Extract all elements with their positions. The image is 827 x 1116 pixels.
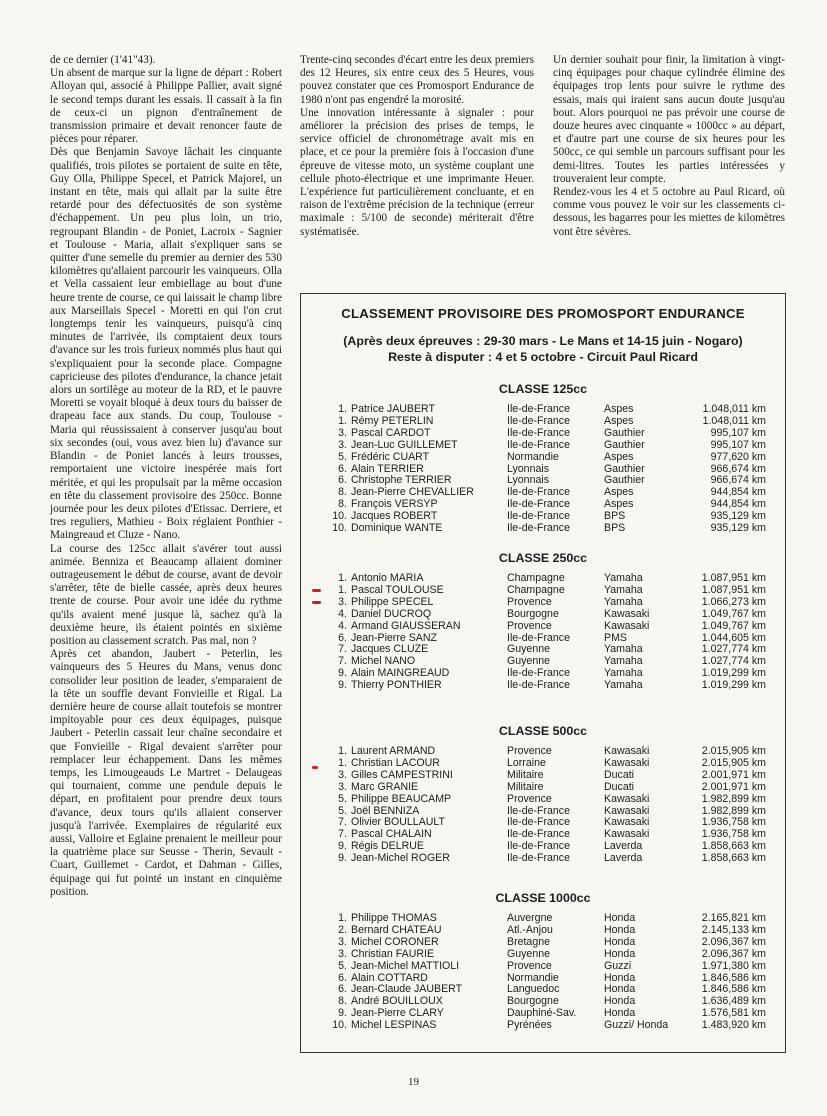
rank-cell: 10.	[332, 510, 347, 523]
region-cell: Ile-de-France	[507, 414, 570, 427]
distance-cell: 1.049,767 km	[701, 619, 766, 632]
region-cell: Provence	[507, 745, 552, 757]
distance-cell: 2.096,367 km	[701, 947, 766, 960]
make-cell: Honda	[604, 995, 636, 1008]
make-cell: Honda	[604, 971, 636, 984]
make-cell: Kawasaki	[604, 756, 650, 769]
region-cell: Ile-de-France	[507, 852, 570, 865]
make-cell: Honda	[604, 912, 636, 924]
rider-name: Dominique WANTE	[351, 522, 443, 535]
rank-cell: 6.	[338, 983, 347, 996]
rider-name: Bernard CHATEAU	[351, 923, 442, 936]
distance-cell: 966,674 km	[710, 474, 766, 487]
make-cell: Honda	[604, 923, 636, 936]
table-row	[325, 523, 766, 535]
rider-name: Philippe THOMAS	[351, 912, 437, 924]
rank-cell: 4.	[338, 619, 347, 632]
distance-cell: 1.576,581 km	[701, 1007, 766, 1020]
rank-cell: 3.	[338, 595, 347, 608]
region-cell: Champagne	[507, 583, 565, 596]
distance-cell: 935,129 km	[710, 510, 766, 523]
make-cell: Ducati	[604, 768, 635, 781]
region-cell: Lyonnais	[507, 474, 550, 487]
article-paragraph: Une innovation intéressante à signaler : pour améliorer la précision des prises de temps, le service officiel de chronométrage avait mis en place, et ce pour la première fois à l'occasion d'une épreuve de vitesse moto, un système couplant une cellule photo-électrique et une imprimante Heuer. L'expérience fut particulièrement concluante, et en raison de l'extrême précision de la technique (erreur maximale : 5/100 de seconde) mériterait d'être systématisée.	[300, 106, 534, 238]
distance-cell: 2.001,971 km	[701, 768, 766, 781]
region-cell: Provence	[507, 619, 552, 632]
region-cell: Ile-de-France	[507, 828, 570, 841]
distance-cell: 1.858,663 km	[701, 852, 766, 865]
article-paragraph: Dès que Benjamin Savoye lâchait les cinquante qualifiés, trois pilotes se portaient de suite en tête, Guy Olla, Philippe Specel, et Patrick Majorel, un instant en tête, mais qui allait par la suite être retardé pour des défectuosités de son système d'échappement. Un peu plus loin, un trio, regroupant Blandin - de Poniet, Lacroix - Sagnier et Toulouse - Maria, allait s'expliquer sans se quitter d'une semelle du premier au dernier des 530 kilomètres qu'allaient parcourir les vainqueurs. Olla et Vella cassaient leur embiellage au bout d'une heure trente de course, ce qui laissait le champ libre aux Marseillais Specel - Moretti en qui l'on crut longtemps tenir les vainqueurs, puisqu'à cinq minutes de l'arrivée, ils comptaient deux tours d'avance sur les trois furieux nommés plus haut qui s'expliquaient pour la seconde place. Compagne capricieuse des pilotes d'endurance, la chance jetait alors un sortilège au moteur de la RD, et le pauvre Moretti se voyait bloqué à deux tours du baisser de drapeau face aux stands. Du coup, Toulouse - Maria qui réussissaient à conserver jusqu'au bout six secondes (oui, vous avez bien lu) d'avance sur Blandin - de Poniet lancés à leurs trousses, remportaient une victoire inespérée mais fort méritée, et qui les propulsait par la même occasion en tête du classement provisoire des 250cc. Bonne journée pour les deux pilotes d'Etissac. Derriere, et tres reguliers, Mathieu - Boix réglaient Ponthier - Maingreaud et Cluze - Nano.	[50, 146, 282, 542]
region-cell: Ile-de-France	[507, 438, 570, 451]
rank-cell: 1.	[338, 583, 347, 596]
distance-cell: 1.936,758 km	[701, 828, 766, 841]
rank-cell: 9.	[338, 840, 347, 853]
make-cell: Kawasaki	[604, 816, 650, 829]
make-cell: Honda	[604, 947, 636, 960]
distance-cell: 995,107 km	[710, 426, 766, 439]
table-row	[325, 782, 766, 794]
region-cell: Auvergne	[507, 912, 553, 924]
distance-cell: 1.636,489 km	[701, 995, 766, 1008]
distance-cell: 1.982,899 km	[701, 792, 766, 805]
table-row	[325, 1020, 766, 1032]
make-cell: Yamaha	[604, 583, 643, 596]
rank-cell: 9.	[338, 1007, 347, 1020]
region-cell: Ile-de-France	[507, 510, 570, 523]
distance-cell: 1.483,920 km	[701, 1019, 766, 1032]
region-cell: Ile-de-France	[507, 667, 570, 680]
rank-cell: 8.	[338, 995, 347, 1008]
class-table	[325, 573, 766, 692]
rider-name: Jean-Luc GUILLEMET	[351, 438, 458, 451]
rank-cell: 10.	[332, 522, 347, 535]
rank-cell: 5.	[338, 959, 347, 972]
region-cell: Normandie	[507, 971, 559, 984]
rider-name: Armand GIAUSSERAN	[351, 619, 461, 632]
region-cell: Ile-de-France	[507, 426, 570, 439]
table-row	[325, 961, 766, 973]
rider-name: Philippe BEAUCAMP	[351, 792, 452, 805]
distance-cell: 995,107 km	[710, 438, 766, 451]
article-column-3	[553, 54, 785, 239]
region-cell: Ile-de-France	[507, 498, 570, 511]
rider-name: Rémy PETERLIN	[351, 414, 434, 427]
rider-name: Jean-Michel ROGER	[351, 852, 450, 865]
table-row	[325, 770, 766, 782]
rank-cell: 7.	[338, 816, 347, 829]
rider-name: Alain TERRIER	[351, 462, 424, 475]
region-cell: Provence	[507, 792, 552, 805]
article-paragraph: Après cet abandon, Jaubert - Peterlin, les vainqueurs des 5 Heures du Mans, venus donc consolider leur position de leader, s'emparaient de la tête un souffle devant Fonvieille et Rigal. La dernière heure de course allait toutefois se montrer impitoyable pour ces deux équipages, puisque Jaubert - Peterlin cassait leur chaîne secondaire et que Fonvieille - Rigal devaient s'arrêter pour remplacer leur échappement. Dans les mêmes temps, les Limougeauds Le Martret - Delaugeas qui tournaient, comme une pendule depuis le départ, en profitaient pour prendre deux tours d'avance, deux tours qu'ils allaient conserver jusqu'à l'arrivée. Exemplaires de régularité eux aussi, Valloire et Eglaine prenaient le meilleur pour la quatrième place sur Seusse - Therin, Sevault - Cuart, Guillemet - Cardot, et Dahman - Gilles, équipage qui fut pointé un instant en cinquième position.	[50, 648, 282, 898]
distance-cell: 1.027,774 km	[701, 655, 766, 668]
annotation-mark	[312, 589, 321, 592]
distance-cell: 2.001,971 km	[701, 780, 766, 793]
distance-cell: 2.015,905 km	[701, 756, 766, 769]
region-cell: Ile-de-France	[507, 816, 570, 829]
table-row	[325, 794, 766, 806]
distance-cell: 2.015,905 km	[701, 745, 766, 757]
rider-name: Daniel DUCROQ	[351, 607, 432, 620]
rider-name: Michel CORONER	[351, 935, 439, 948]
distance-cell: 1.048,011 km	[702, 403, 766, 415]
distance-cell: 966,674 km	[710, 462, 766, 475]
article-paragraph: de ce dernier (1'41"43).	[50, 54, 156, 66]
rank-cell: 3.	[338, 438, 347, 451]
region-cell: Guyenne	[507, 655, 550, 668]
rider-name: Jean-Michel MATTIOLI	[351, 959, 460, 972]
region-cell: Militaire	[507, 780, 544, 793]
region-cell: Ile-de-France	[507, 631, 570, 644]
region-cell: Bourgogne	[507, 995, 559, 1008]
rank-cell: 7.	[338, 655, 347, 668]
class-table	[325, 404, 766, 535]
make-cell: PMS	[604, 631, 627, 644]
region-cell: Lyonnais	[507, 462, 550, 475]
region-cell: Guyenne	[507, 643, 550, 656]
table-row	[325, 680, 766, 692]
distance-cell: 2.165,821 km	[701, 912, 766, 924]
make-cell: Gauthier	[604, 426, 645, 439]
make-cell: Guzzi	[604, 959, 632, 972]
make-cell: Yamaha	[604, 643, 643, 656]
standings-box	[300, 293, 786, 1053]
rider-name: Jean-Pierre SANZ	[351, 631, 437, 644]
table-row	[325, 428, 766, 440]
make-cell: Honda	[604, 1007, 636, 1020]
rank-cell: 3.	[338, 768, 347, 781]
table-row	[325, 937, 766, 949]
rank-cell: 10.	[332, 1019, 347, 1032]
article-paragraph: Trente-cinq secondes d'écart entre les deux premiers des 12 Heures, six entre ceux des 5 Heures, vous pouvez constater que ces Promosport Endurance de 1980 n'ont pas engendré la morosité.	[300, 54, 534, 106]
region-cell: Ile-de-France	[507, 679, 570, 692]
standings-subtitle-2: Reste à disputer : 4 et 5 octobre - Circuit Paul Ricard	[388, 350, 698, 364]
distance-cell: 1.087,951 km	[701, 572, 766, 584]
make-cell: Aspes	[604, 450, 634, 463]
distance-cell: 1.049,767 km	[701, 607, 766, 620]
rider-name: Jean-Pierre CHEVALLIER	[351, 486, 474, 499]
region-cell: Pyrénées	[507, 1019, 552, 1032]
article-paragraph: Rendez-vous les 4 et 5 octobre au Paul Ricard, où comme vous pouvez le voir sur les classements ci-dessous, les bagarres pour les miettes de kilomètres vont être sévères.	[553, 186, 785, 238]
class-heading: CLASSE 1000cc	[495, 891, 591, 905]
rider-name: Patrice JAUBERT	[351, 403, 435, 415]
distance-cell: 1.858,663 km	[701, 840, 766, 853]
make-cell: Aspes	[604, 486, 634, 499]
class-heading: CLASSE 125cc	[498, 382, 588, 396]
region-cell: Ile-de-France	[507, 840, 570, 853]
page-number: 19	[408, 1076, 419, 1088]
rider-name: Pascal TOULOUSE	[351, 583, 444, 596]
rank-cell: 5.	[338, 804, 347, 817]
rider-name: Alain MAINGREAUD	[351, 667, 450, 680]
rider-name: Régis DELRUE	[351, 840, 425, 853]
rank-cell: 6.	[338, 971, 347, 984]
region-cell: Dauphiné-Sav.	[507, 1007, 577, 1020]
region-cell: Atl.-Anjou	[507, 923, 553, 936]
make-cell: Gauthier	[604, 438, 645, 451]
make-cell: Ducati	[604, 780, 635, 793]
rank-cell: 5.	[338, 450, 347, 463]
make-cell: Yamaha	[604, 667, 643, 680]
region-cell: Bretagne	[507, 935, 550, 948]
distance-cell: 1.982,899 km	[701, 804, 766, 817]
rider-name: Christophe TERRIER	[351, 474, 452, 487]
article-paragraph: La course des 125cc allait s'avérer tout aussi animée. Benniza et Beaucamp allaient dominer outrageusement le début de course, avant de devoir s'arrêter, tête de bielle cassée, après deux heures trente de course. Pour avoir une idée du rythme qu'ils avaient mené jusque là, sachez qu'à la deuxième heure, ils étaient pointés en sixième position au classement scratch. Pas mal, non ?	[50, 542, 282, 647]
article-column-1	[50, 54, 282, 899]
standings-subtitle-1: (Après deux épreuves : 29-30 mars - Le Mans et 14-15 juin - Nogaro)	[343, 334, 743, 348]
rider-name: Pascal CARDOT	[351, 426, 431, 439]
make-cell: BPS	[604, 510, 626, 523]
distance-cell: 1.044,605 km	[701, 631, 766, 644]
rider-name: Christian FAURIE	[351, 947, 435, 960]
rank-cell: 1.	[338, 912, 347, 924]
class-table	[325, 746, 766, 865]
distance-cell: 977,620 km	[710, 450, 766, 463]
rider-name: Marc GRANIE	[351, 780, 419, 793]
annotation-mark	[312, 766, 318, 769]
make-cell: Yamaha	[604, 572, 643, 584]
make-cell: Laverda	[604, 840, 643, 853]
table-row	[325, 452, 766, 464]
rider-name: Alain COTTARD	[351, 971, 428, 984]
rank-cell: 3.	[338, 935, 347, 948]
rank-cell: 1.	[338, 572, 347, 584]
make-cell: Gauthier	[604, 462, 645, 475]
table-row	[325, 597, 766, 609]
table-row	[325, 853, 766, 865]
table-row	[325, 621, 766, 633]
make-cell: Kawasaki	[604, 619, 650, 632]
make-cell: Kawasaki	[604, 607, 650, 620]
annotation-mark	[312, 601, 321, 604]
distance-cell: 1.048,011 km	[702, 414, 766, 427]
region-cell: Guyenne	[507, 947, 550, 960]
distance-cell: 944,854 km	[710, 486, 766, 499]
make-cell: Guzzi/ Honda	[604, 1019, 669, 1032]
rider-name: Thierry PONTHIER	[351, 679, 442, 692]
distance-cell: 1.019,299 km	[701, 679, 766, 692]
rank-cell: 9.	[338, 852, 347, 865]
table-row	[325, 949, 766, 961]
rider-name: Jacques CLUZE	[351, 643, 429, 656]
article-paragraph: Un dernier souhait pour finir, la limitation à vingt-cinq équipages pour chaque cylindrée élimine des équipages trop lents pour suivre le rythme des essais, mais qui iraient sans aucun doute jusqu'au bout. Alors pourquoi ne pas prévoir une course de douze heures avec cinquante « 1000cc » au départ, et d'autre part une course de six heures pour les 500cc, ce qui semble un parcours suffisant pour les demi-litres. Toutes les parties intéressées y trouveraient leur compte.	[553, 54, 785, 185]
make-cell: Kawasaki	[604, 745, 650, 757]
make-cell: Yamaha	[604, 595, 643, 608]
table-row	[325, 440, 766, 452]
region-cell: Bourgogne	[507, 607, 559, 620]
region-cell: Champagne	[507, 572, 565, 584]
class-table	[325, 913, 766, 1032]
rider-name: André BOUILLOUX	[351, 995, 443, 1008]
rank-cell: 3.	[338, 947, 347, 960]
rank-cell: 8.	[338, 486, 347, 499]
rank-cell: 6.	[338, 474, 347, 487]
region-cell: Provence	[507, 959, 552, 972]
region-cell: Provence	[507, 595, 552, 608]
rank-cell: 9.	[338, 667, 347, 680]
class-heading: CLASSE 500cc	[498, 724, 588, 738]
article-column-2	[300, 54, 534, 239]
distance-cell: 1.027,774 km	[701, 643, 766, 656]
make-cell: Aspes	[604, 498, 634, 511]
make-cell: Kawasaki	[604, 828, 650, 841]
rider-name: Frédéric CUART	[351, 450, 430, 463]
make-cell: Gauthier	[604, 474, 645, 487]
distance-cell: 1.846,586 km	[701, 971, 766, 984]
rank-cell: 1.	[338, 403, 347, 415]
rider-name: Michel NANO	[351, 655, 416, 668]
rider-name: Jean-Pierre CLARY	[351, 1007, 444, 1020]
distance-cell: 1.936,758 km	[701, 816, 766, 829]
standings-title: CLASSEMENT PROVISOIRE DES PROMOSPORT ENDURANCE	[341, 306, 745, 321]
make-cell: Kawasaki	[604, 792, 650, 805]
rank-cell: 1.	[338, 745, 347, 757]
distance-cell: 2.145,133 km	[701, 923, 766, 936]
rank-cell: 7.	[338, 643, 347, 656]
distance-cell: 2.096,367 km	[701, 935, 766, 948]
make-cell: BPS	[604, 522, 626, 535]
article-paragraph: Un absent de marque sur la ligne de départ : Robert Alloyan qui, associé à Philippe Pallier, avait signé le second temps durant les essais. Il cassait à la fin de ceux-ci un pignon d'entraînement de transmission primaire et devait renoncer faute de pièces pour réparer.	[50, 67, 282, 146]
rank-cell: 3.	[338, 426, 347, 439]
rider-name: Gilles CAMPESTRINI	[351, 768, 453, 781]
class-heading: CLASSE 250cc	[498, 551, 588, 565]
make-cell: Laverda	[604, 852, 643, 865]
rider-name: Pascal CHALAIN	[351, 828, 432, 841]
make-cell: Yamaha	[604, 655, 643, 668]
table-row	[325, 609, 766, 621]
rank-cell: 6.	[338, 462, 347, 475]
region-cell: Ile-de-France	[507, 486, 570, 499]
rank-cell: 2.	[338, 923, 347, 936]
rider-name: Michel LESPINAS	[351, 1019, 437, 1032]
region-cell: Lorraine	[507, 756, 546, 769]
rank-cell: 9.	[338, 679, 347, 692]
region-cell: Languedoc	[507, 983, 560, 996]
region-cell: Ile-de-France	[507, 403, 570, 415]
rank-cell: 6.	[338, 631, 347, 644]
distance-cell: 935,129 km	[710, 522, 766, 535]
make-cell: Kawasaki	[604, 804, 650, 817]
region-cell: Ile-de-France	[507, 522, 570, 535]
rank-cell: 8.	[338, 498, 347, 511]
distance-cell: 1.066,273 km	[701, 595, 766, 608]
region-cell: Militaire	[507, 768, 544, 781]
distance-cell: 1.971,380 km	[701, 959, 766, 972]
rider-name: Philippe SPECEL	[351, 595, 434, 608]
make-cell: Honda	[604, 935, 636, 948]
rider-name: Christian LACOUR	[351, 756, 440, 769]
rank-cell: 4.	[338, 607, 347, 620]
rider-name: Antonio MARIA	[351, 572, 424, 584]
rank-cell: 1.	[338, 756, 347, 769]
rider-name: Jacques ROBERT	[351, 510, 438, 523]
rider-name: Olivier BOULLAULT	[351, 816, 445, 829]
rank-cell: 3.	[338, 780, 347, 793]
make-cell: Honda	[604, 983, 636, 996]
distance-cell: 1.019,299 km	[701, 667, 766, 680]
rank-cell: 5.	[338, 792, 347, 805]
make-cell: Yamaha	[604, 679, 643, 692]
rider-name: Joël BENNIZA	[351, 804, 420, 817]
rider-name: François VERSYP	[351, 498, 438, 511]
make-cell: Aspes	[604, 414, 634, 427]
distance-cell: 944,854 km	[710, 498, 766, 511]
region-cell: Ile-de-France	[507, 804, 570, 817]
rank-cell: 7.	[338, 828, 347, 841]
make-cell: Aspes	[604, 403, 634, 415]
distance-cell: 1.846,586 km	[701, 983, 766, 996]
rider-name: Jean-Claude JAUBERT	[351, 983, 463, 996]
region-cell: Normandie	[507, 450, 559, 463]
rank-cell: 1.	[338, 414, 347, 427]
distance-cell: 1.087,951 km	[701, 583, 766, 596]
rider-name: Laurent ARMAND	[351, 745, 436, 757]
